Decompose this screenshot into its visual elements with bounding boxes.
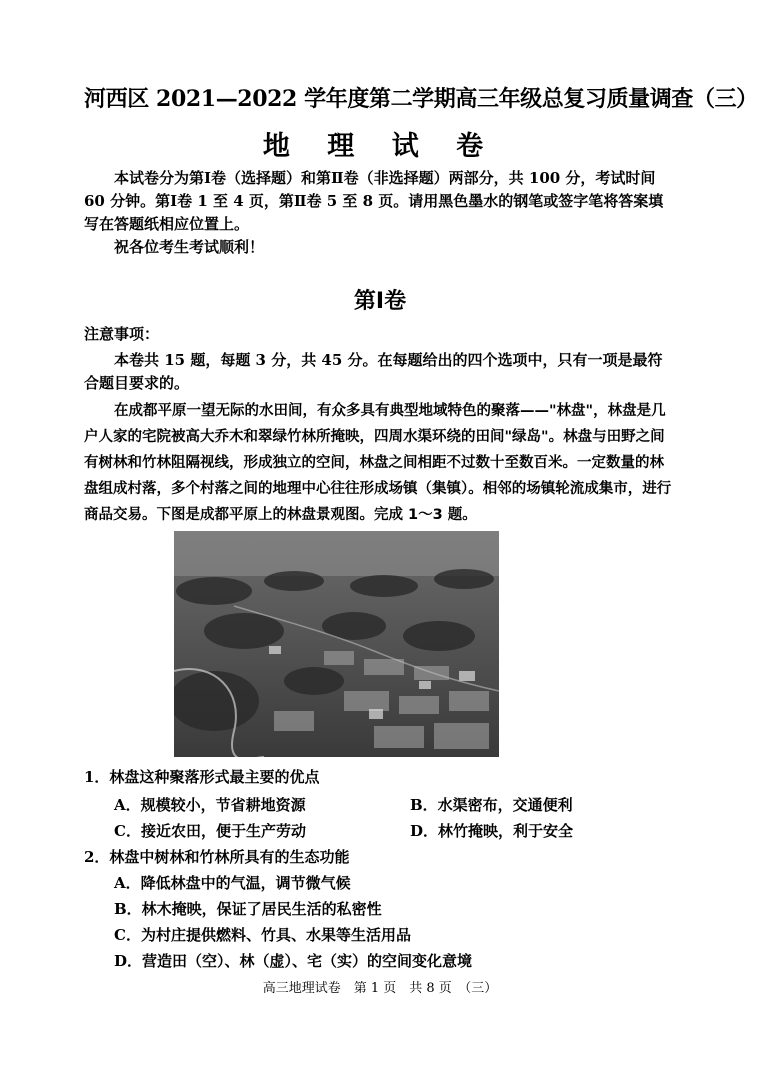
section-title: 第Ⅰ卷 xyxy=(353,289,407,314)
question-2-stem: 2．林盘中树林和竹林所具有的生态功能 xyxy=(84,848,350,866)
notice-title: 注意事项： xyxy=(84,325,160,343)
question-1-option-d[interactable]: D．林竹掩映，利于安全 xyxy=(410,822,574,840)
question-2-option-d[interactable]: D．营造田（空）、林（虚）、宅（实）的空间变化意境 xyxy=(114,952,473,970)
wish-paragraph: 祝各位考生考试顺利！ xyxy=(114,238,265,256)
question-1-option-a[interactable]: A．规模较小，节省耕地资源 xyxy=(114,796,306,814)
page-footer: 高三地理试卷 第 1 页 共 8 页 （三） xyxy=(262,981,498,996)
exam-subject: 地 理 试 卷 xyxy=(262,131,498,162)
question-1-option-c[interactable]: C．接近农田，便于生产劳动 xyxy=(114,822,306,840)
question-1-stem: 1．林盘这种聚落形式最主要的优点 xyxy=(84,768,320,786)
notice-paragraph: 本卷共 15 题，每题 3 分，共 45 分。在每题给出的四个选项中，只有一项是最符合题目要求的。 xyxy=(84,351,663,392)
reading-passage: 在成都平原一望无际的水田间，有众多具有典型地域特色的聚落——"林盘"，林盘是几户人家的宅院被高大乔木和翠绿竹林所掩映，四周水渠环绕的田间"绿岛"。林盘与田野之间有树林和竹林阻隔视线，形成独立的空间，林盘之间相距不过数十至数百米。一定数量的林盘组成村落，多个村落之间的地理中心往往形成场镇（集镇）。相邻的场镇轮流成集市，进行商品交易。下图是成都平原上的林盘景观图。完成 1～3 题。 xyxy=(84,403,672,523)
intro-paragraph: 本试卷分为第Ⅰ卷（选择题）和第Ⅱ卷（非选择题）两部分，共 100 分，考试时间 60 分钟。第Ⅰ卷 1 至 4 页，第Ⅱ卷 5 至 8 页。请用黑色墨水的钢笔或签字笔将答案填写在答题纸相应位置上。 xyxy=(84,169,664,233)
question-2-option-c[interactable]: C．为村庄提供燃料、竹具、水果等生活用品 xyxy=(114,926,411,944)
question-2-option-a[interactable]: A．降低林盘中的气温，调节微气候 xyxy=(114,874,351,892)
question-1-option-b[interactable]: B．水渠密布，交通便利 xyxy=(410,796,573,814)
linpan-aerial-photo xyxy=(174,531,499,757)
question-2-option-b[interactable]: B．林木掩映，保证了居民生活的私密性 xyxy=(114,900,382,918)
exam-title: 河西区 2021—2022 学年度第二学期高三年级总复习质量调查（三） xyxy=(84,86,758,112)
